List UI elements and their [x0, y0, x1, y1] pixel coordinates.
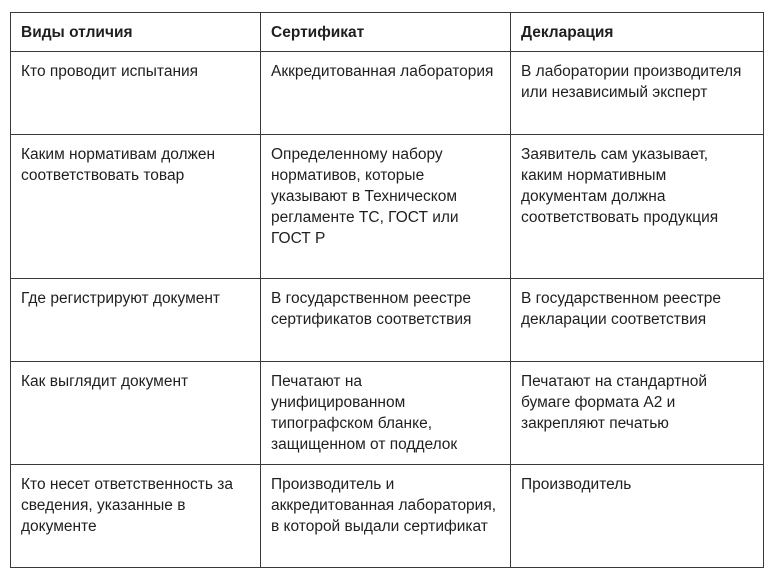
row-label-cell: Кто проводит испытания [11, 52, 261, 135]
certificate-cell: Печатают на унифицированном типографском бланке, защищенном от подделок [261, 362, 511, 465]
declaration-cell: Заявитель сам указывает, каким нормативным документам должна соответствовать продукция [511, 135, 764, 279]
table-row [11, 135, 764, 279]
declaration-cell: В лаборатории производителя или независимый эксперт [511, 52, 764, 135]
table-row [11, 279, 764, 362]
certificate-cell: Аккредитованная лаборатория [261, 52, 511, 135]
certificate-cell: В государственном реестре сертификатов соответствия [261, 279, 511, 362]
row-label-cell: Кто несет ответственность за сведения, указанные в документе [11, 465, 261, 568]
header-cell-differences: Виды отличия [11, 13, 261, 52]
row-label-cell: Где регистрируют документ [11, 279, 261, 362]
comparison-table [10, 12, 764, 568]
row-label-cell: Как выглядит документ [11, 362, 261, 465]
table-row [11, 362, 764, 465]
header-cell-certificate: Сертификат [261, 13, 511, 52]
certificate-cell: Определенному набору нормативов, которые указывают в Техническом регламенте ТС, ГОСТ или ГОСТ Р [261, 135, 511, 279]
declaration-cell: Производитель [511, 465, 764, 568]
header-cell-declaration: Декларация [511, 13, 764, 52]
declaration-cell: Печатают на стандартной бумаге формата А2 и закрепляют печатью [511, 362, 764, 465]
table-header-row [11, 13, 764, 52]
row-label-cell: Каким нормативам должен соответствовать товар [11, 135, 261, 279]
table-row [11, 465, 764, 568]
certificate-cell: Производитель и аккредитованная лаборатория, в которой выдали сертификат [261, 465, 511, 568]
declaration-cell: В государственном реестре декларации соответствия [511, 279, 764, 362]
table-row [11, 52, 764, 135]
